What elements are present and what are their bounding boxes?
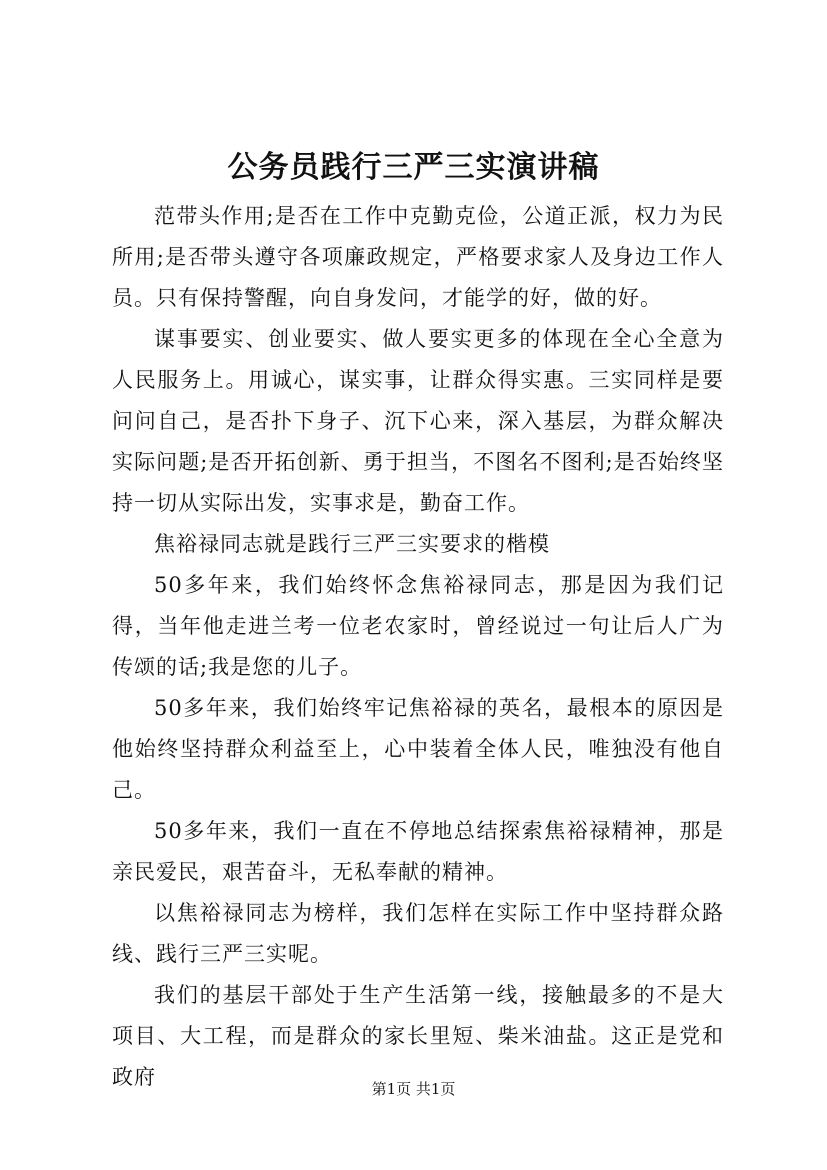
paragraph: 谋事要实、创业要实、做人要实更多的体现在全心全意为人民服务上。用诚心，谋实事，让群众得实惠。三实同样是要问问自己，是否扑下身子、沉下心来，深入基层，为群众解决实际问题;是否开拓创新、勇于担当，不图名不图利;是否始终坚持一切从实际出发，实事求是，勤奋工作。 xyxy=(112,327,724,515)
paragraph: 50多年来，我们始终牢记焦裕禄的英名，最根本的原因是他始终坚持群众利益至上，心中装着全体人民，唯独没有他自己。 xyxy=(112,696,724,802)
page-footer: 第1页 共1页 xyxy=(371,1080,456,1098)
document-body xyxy=(112,196,724,1098)
paragraph: 以焦裕禄同志为榜样，我们怎样在实际工作中坚持群众路线、践行三严三实呢。 xyxy=(112,901,724,966)
paragraph: 50多年来，我们始终怀念焦裕禄同志，那是因为我们记得，当年他走进兰考一位老农家时，曾经说过一句让后人广为传颂的话;我是您的儿子。 xyxy=(112,573,724,679)
paragraph: 50多年来，我们一直在不停地总结探索焦裕禄精神，那是亲民爱民，艰苦奋斗，无私奉献的精神。 xyxy=(112,819,724,884)
document-title: 公务员践行三严三实演讲稿 xyxy=(227,150,600,185)
paragraph: 范带头作用;是否在工作中克勤克俭，公道正派，权力为民所用;是否带头遵守各项廉政规定，严格要求家人及身边工作人员。只有保持警醒，向自身发问，才能学的好，做的好。 xyxy=(112,204,724,310)
paragraph: 我们的基层干部处于生产生活第一线，接触最多的不是大项目、大工程，而是群众的家长里短、柴米油盐。这正是党和政府 xyxy=(112,983,724,1089)
paragraph: 焦裕禄同志就是践行三严三实要求的楷模 xyxy=(154,532,550,556)
